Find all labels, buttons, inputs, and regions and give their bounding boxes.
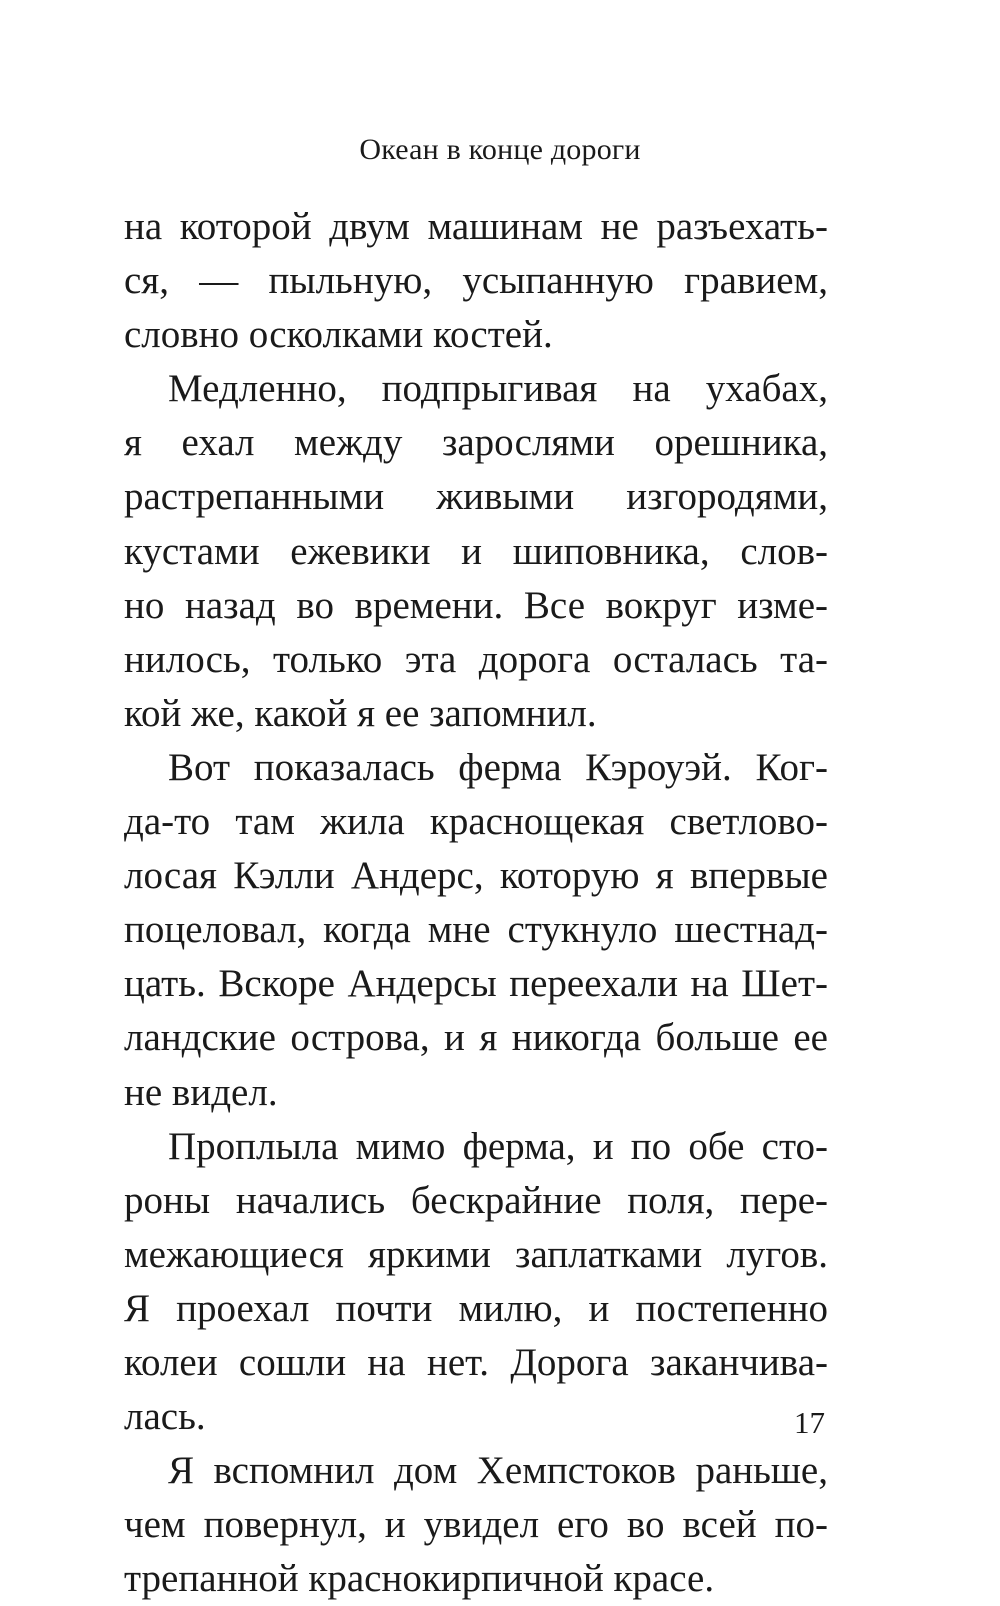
text-line: я ехал между зарослями орешника,: [124, 421, 828, 465]
text-line: чем повернул, и увидел его во всей по-: [124, 1503, 828, 1547]
text-line: словно осколками костей.: [124, 313, 553, 357]
text-line: поцеловал, когда мне стукнуло шестнад-: [124, 908, 828, 952]
text-line: растрепанными живыми изгородями,: [124, 475, 828, 519]
text-line: не видел.: [124, 1070, 278, 1114]
text-line: цать. Вскоре Андерсы переехали на Шет-: [124, 962, 828, 1006]
text-line: кой же, какой я ее запомнил.: [124, 691, 597, 735]
text-line: ландские острова, и я никогда больше ее: [124, 1016, 828, 1060]
text-line: Я проехал почти милю, и постепенно: [124, 1286, 828, 1330]
text-line: роны начались бескрайние поля, пере-: [124, 1178, 828, 1222]
text-line: кустами ежевики и шиповника, слов-: [124, 529, 828, 573]
text-line: Медленно, подпрыгивая на ухабах,: [168, 367, 828, 411]
text-line: но назад во времени. Все вокруг изме-: [124, 583, 828, 627]
text-line: трепанной краснокирпичной красе.: [124, 1557, 715, 1601]
text-line: нилось, только эта дорога осталась та-: [124, 637, 828, 681]
text-line: ся, — пыльную, усыпанную гравием,: [124, 259, 828, 303]
body-text: [124, 200, 828, 1606]
text-line: лосая Кэлли Андерс, которую я впервые: [124, 854, 828, 898]
page-number: 17: [794, 1405, 825, 1440]
text-line: на которой двум машинам не разъехать-: [124, 205, 828, 248]
text-line: Вот показалась ферма Кэроуэй. Ког-: [168, 745, 828, 789]
text-line: межающиеся яркими заплатками лугов.: [124, 1232, 828, 1276]
text-line: Проплыла мимо ферма, и по обе сто-: [168, 1124, 828, 1168]
text-line: лась.: [124, 1395, 206, 1439]
text-line: Я вспомнил дом Хемпстоков раньше,: [168, 1449, 828, 1493]
text-line: да-то там жила краснощекая светлово-: [124, 800, 828, 844]
text-line: колеи сошли на нет. Дорога заканчива-: [124, 1340, 828, 1384]
running-title: Океан в конце дороги: [359, 133, 641, 166]
